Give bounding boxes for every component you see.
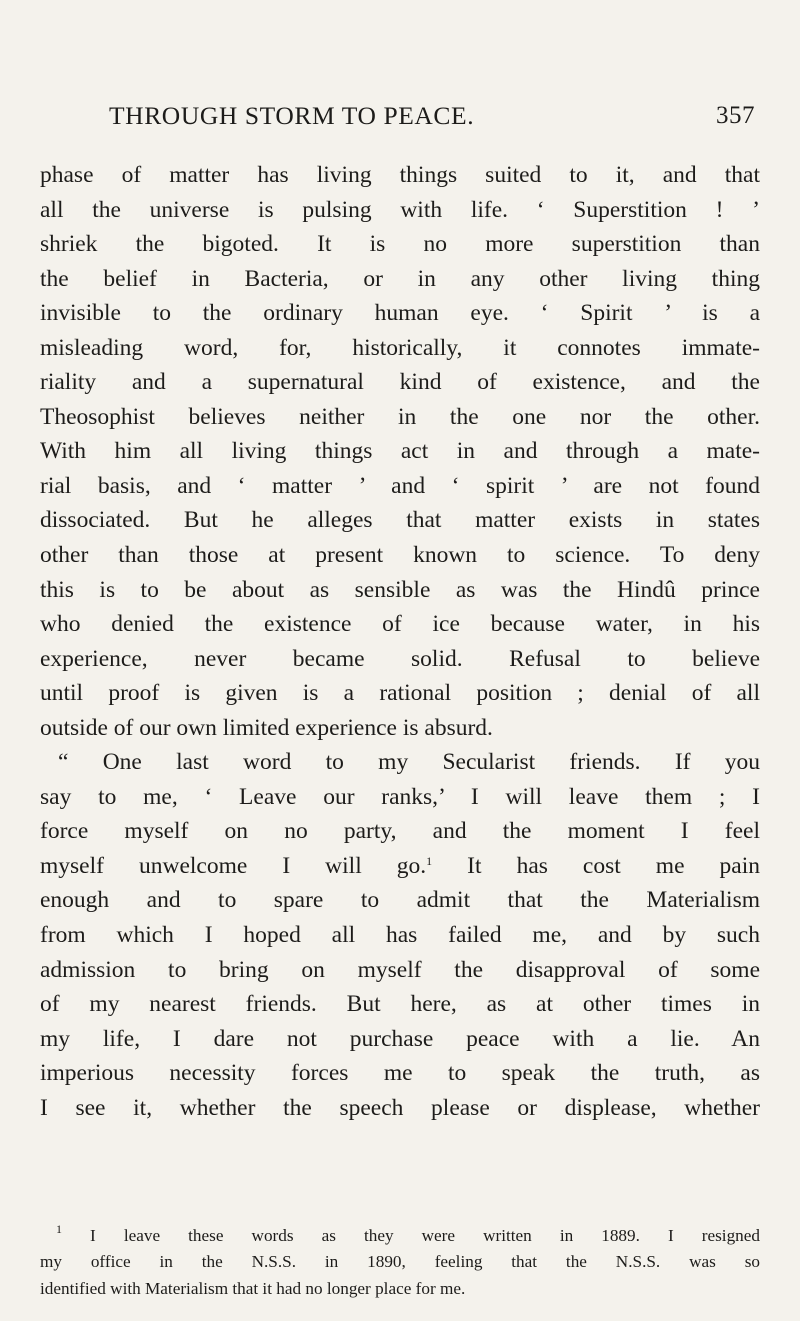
text-line: invisible to the ordinary human eye. ‘ Spirit ’ is a: [40, 300, 760, 327]
footnote-text: I leave these words as they were written in 1889. I resigned: [62, 1226, 760, 1245]
text-line: outside of our own limited experience is absurd.: [40, 714, 493, 741]
text-line: say to me, ‘ Leave our ranks,’ I will leave them ; I: [40, 783, 760, 810]
text-line: rial basis, and ‘ matter ’ and ‘ spirit ’ are not found: [40, 472, 760, 499]
text-fragment: myself unwelcome I will go.: [40, 852, 427, 879]
text-line: With him all living things act in and through a mate-: [40, 438, 760, 465]
text-line: all the universe is pulsing with life. ‘ Superstition ! ’: [40, 196, 760, 223]
footnote-marker[interactable]: 1: [426, 853, 433, 868]
text-line: imperious necessity forces me to speak the truth, as: [40, 1060, 760, 1087]
page-number: 357: [716, 102, 755, 129]
text-line: of my nearest friends. But here, as at other times in: [40, 991, 760, 1018]
text-line: I see it, whether the speech please or displease, whether: [40, 1094, 760, 1121]
footnote: [40, 1223, 760, 1302]
text-line: force myself on no party, and the moment I feel: [40, 818, 760, 845]
text-line: from which I hoped all has failed me, and by such: [40, 922, 760, 949]
text-line-with-footnote: [40, 849, 760, 884]
text-line: my life, I dare not purchase peace with a lie. An: [40, 1025, 760, 1052]
text-line: admission to bring on myself the disapproval of some: [40, 956, 760, 983]
footnote-line: my office in the N.S.S. in 1890, feeling that the N.S.S. was so: [40, 1252, 760, 1272]
text-line: “ One last word to my Secularist friends. If you: [58, 749, 760, 776]
running-head: [40, 101, 760, 141]
text-line: the belief in Bacteria, or in any other living thing: [40, 265, 760, 292]
text-line: riality and a supernatural kind of existence, and the: [40, 369, 760, 396]
footnote-number: 1: [56, 1222, 62, 1236]
text-line: misleading word, for, historically, it connotes immate-: [40, 334, 760, 361]
text-line: dissociated. But he alleges that matter exists in states: [40, 507, 760, 534]
text-line: phase of matter has living things suited to it, and that: [40, 162, 760, 188]
text-line: experience, never became solid. Refusal to believe: [40, 645, 760, 672]
body-text: [40, 158, 760, 1125]
footnote-line: identified with Materialism that it had no longer place for me.: [40, 1278, 466, 1298]
running-title: THROUGH STORM TO PEACE.: [109, 101, 475, 130]
text-line: this is to be about as sensible as was the Hindû prince: [40, 576, 760, 603]
book-page: [40, 0, 760, 1321]
text-line: who denied the existence of ice because water, in his: [40, 611, 760, 638]
text-line: until proof is given is a rational position ; denial of all: [40, 680, 760, 707]
text-line: shriek the bigoted. It is no more superstition than: [40, 231, 760, 258]
text-fragment: It has cost me pain: [432, 852, 760, 879]
text-line: enough and to spare to admit that the Materialism: [40, 887, 760, 914]
text-line: Theosophist believes neither in the one nor the other.: [40, 403, 760, 430]
text-line: other than those at present known to science. To deny: [40, 542, 760, 569]
footnote-line: [40, 1223, 760, 1249]
